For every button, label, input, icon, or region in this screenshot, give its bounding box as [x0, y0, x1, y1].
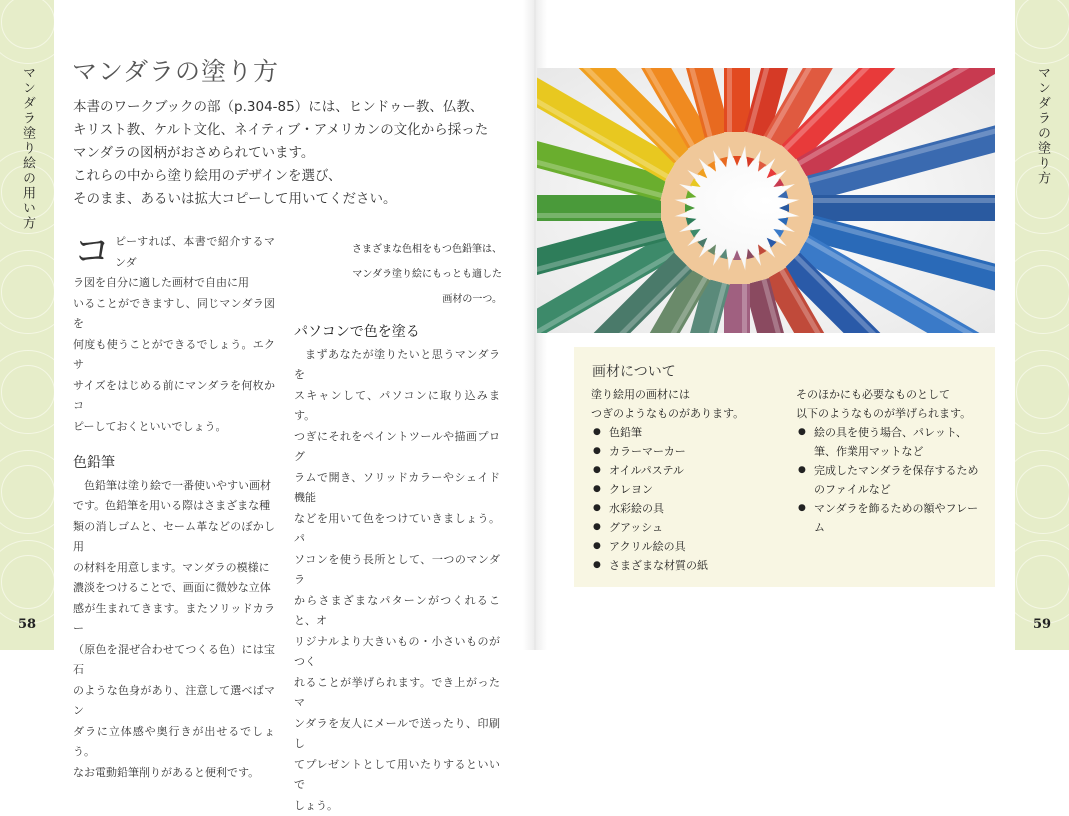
body-line: ソコンを使う長所として、一つのマンダラ [294, 550, 500, 591]
box-column-other-supplies [796, 385, 986, 537]
box-intro-line: 塗り絵用の画材には [591, 385, 781, 404]
photo-caption [330, 232, 502, 317]
box-column-materials [591, 385, 781, 575]
colored-pencils-photo [537, 68, 995, 333]
body-line: ピーしておくといいでしょう。 [73, 417, 275, 438]
list-item: ● 水彩絵の具 [591, 499, 781, 518]
list-item: ● マンダラを飾るための額やフレーム [796, 499, 986, 537]
body-line: スキャンして、パソコンに取り込みます。 [294, 386, 500, 427]
body-line: です。色鉛筆を用いる際はさまざまな種 [73, 496, 275, 517]
body-line: 感が生まれてきます。またソリッドカラー [73, 599, 275, 640]
box-intro-line: つぎのようなものがあります。 [591, 404, 781, 423]
caption-line: さまざまな色相をもつ色鉛筆は、 [330, 242, 502, 257]
materials-box [574, 347, 995, 587]
mandala-ornament [0, 250, 54, 334]
left-side-title: マンダラ塗り絵の用い方 [19, 66, 35, 231]
list-item: ● アクリル絵の具 [591, 537, 781, 556]
intro-line: キリスト教、ケルト文化、ネイティブ・アメリカンの文化から採った [73, 119, 493, 142]
list-item: ● 色鉛筆 [591, 423, 781, 442]
list-item: ● グアッシュ [591, 518, 781, 537]
body-line: のような色身があり、注意して選べばマン [73, 681, 275, 722]
mandala-ornament [0, 350, 54, 434]
body-line: 色鉛筆は塗り絵で一番使いやすい画材 [73, 476, 275, 497]
body-column-1 [73, 232, 275, 783]
right-page-number: 59 [1015, 617, 1069, 632]
right-side-title: マンダラの塗り方 [1034, 66, 1050, 186]
body-line: 何度も使うことができるでしょう。エクサ [73, 335, 275, 376]
body-line: ダラに立体感や奥行きが出せるでしょう。 [73, 722, 275, 763]
body-line: まずあなたが塗りたいと思うマンダラを [294, 345, 500, 386]
section-heading-computer-coloring: パソコンで色を塗る [294, 322, 500, 343]
left-page-number: 58 [0, 617, 54, 632]
pencil-highlight [813, 198, 995, 203]
left-side-tab [0, 0, 54, 650]
list-item: ● カラーマーカー [591, 442, 781, 461]
box-intro-line: そのほかにも必要なものとして [796, 385, 986, 404]
right-side-tab [1015, 0, 1069, 650]
intro-line: 本書のワークブックの部（p.304-85）には、ヒンドゥー教、仏教、 [73, 96, 493, 119]
body-line: つぎにそれをペイントツールや描画プログ [294, 427, 500, 468]
list-item: ● オイルパステル [591, 461, 781, 480]
body-line: なお電動鉛筆削りがあると便利です。 [73, 763, 275, 784]
supplies-list [796, 423, 986, 537]
mandala-ornament [1015, 450, 1069, 534]
mandala-ornament [1015, 250, 1069, 334]
pencil-circle-illustration [537, 68, 995, 333]
drop-cap: コ [73, 234, 111, 268]
intro-paragraph [73, 96, 493, 211]
caption-line: 画材の一つ。 [330, 292, 502, 307]
body-line: ピーすれば、本書で紹介するマンダ [73, 232, 275, 273]
mandala-ornament [0, 450, 54, 534]
intro-line: これらの中から塗り絵用のデザインを選び、 [73, 165, 493, 188]
body-line: いることができますし、同じマンダラ図を [73, 294, 275, 335]
body-line: ンダラを友人にメールで送ったり、印刷し [294, 714, 500, 755]
intro-line: そのまま、あるいは拡大コピーして用いてください。 [73, 188, 493, 211]
mandala-ornament [0, 540, 54, 624]
mandala-ornament [0, 0, 54, 64]
mandala-ornament [1015, 350, 1069, 434]
mandala-ornament [1015, 540, 1069, 624]
materials-list [591, 423, 781, 575]
intro-line: マンダラの図柄がおさめられています。 [73, 142, 493, 165]
body-line: の材料を用意します。マンダラの模様に [73, 558, 275, 579]
pencil-highlight [742, 284, 747, 333]
list-item: ● 完成したマンダラを保存するためのファイルなど [796, 461, 986, 499]
page-title: マンダラの塗り方 [72, 52, 279, 88]
list-item: ● さまざまな材質の紙 [591, 556, 781, 575]
list-item: ● クレヨン [591, 480, 781, 499]
body-line: サイズをはじめる前にマンダラを何枚かコ [73, 376, 275, 417]
body-line: リジナルより大きいもの・小さいものがつく [294, 632, 500, 673]
body-line: （原色を混ぜ合わせてつくる色）には宝石 [73, 640, 275, 681]
body-column-2 [294, 322, 500, 816]
body-line: からさまざまなパターンがつくれること、オ [294, 591, 500, 632]
box-title: 画材について [592, 361, 676, 381]
pencil-highlight [537, 213, 661, 218]
body-line: 濃淡をつけることで、画面に微妙な立体 [73, 578, 275, 599]
body-line: れることが挙げられます。でき上がったマ [294, 673, 500, 714]
box-intro-line: 以下のようなものが挙げられます。 [796, 404, 986, 423]
mandala-ornament [1015, 0, 1069, 64]
body-line: ラムで開き、ソリッドカラーやシェイド機能 [294, 468, 500, 509]
body-line: ラ図を自分に適した画材で自由に用 [73, 273, 275, 294]
list-item: ● 絵の具を使う場合、パレット、筆、作業用マットなど [796, 423, 986, 461]
pencil-highlight [727, 68, 732, 132]
body-line: てプレゼントとして用いたりするといいで [294, 755, 500, 796]
body-line: などを用いて色をつけていきましょう。パ [294, 509, 500, 550]
section-heading-colored-pencils: 色鉛筆 [73, 453, 275, 474]
body-line: しょう。 [294, 796, 500, 816]
caption-line: マンダラ塗り絵にもっとも適した [330, 267, 502, 282]
body-line: 類の消しゴムと、セーム革などのぼかし用 [73, 517, 275, 558]
